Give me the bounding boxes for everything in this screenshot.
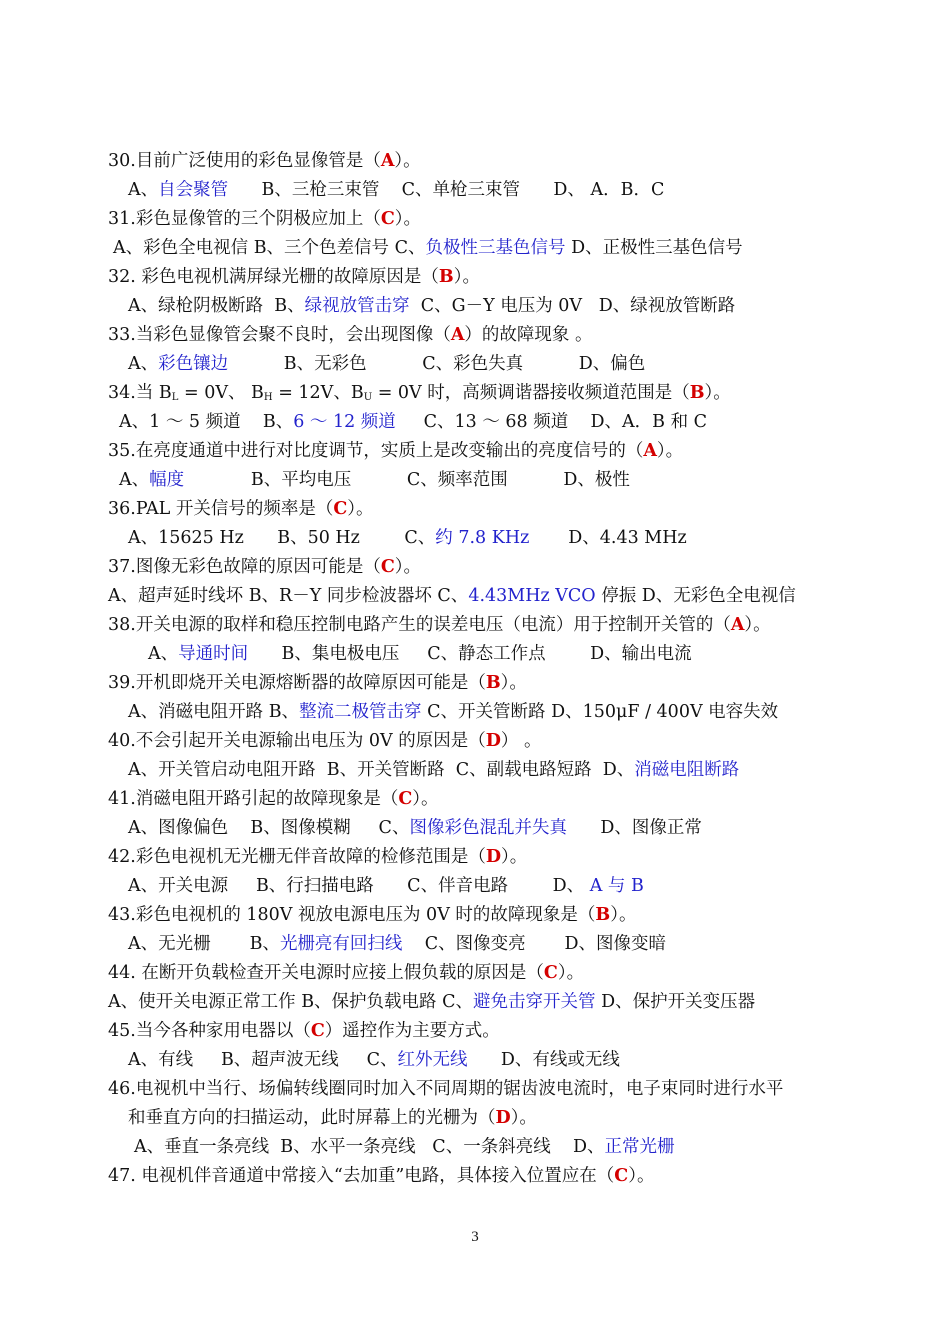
question-line xyxy=(108,1020,500,1042)
text-segment: 40.不会引起开关电源输出电压为 0V 的原因是（ xyxy=(108,731,486,751)
highlighted-option: 约 7.8 KHz xyxy=(435,528,530,548)
text-segment: 37.图像无彩色故障的原因可能是（ xyxy=(108,557,381,577)
option-line xyxy=(134,1136,674,1158)
text-segment: C、图像变亮 D、图像变暗 xyxy=(402,934,667,954)
option-line xyxy=(128,1107,537,1129)
question-line xyxy=(108,150,421,172)
question-line xyxy=(108,846,527,868)
text-segment: ）。 xyxy=(744,615,771,635)
highlighted-option: 6 ～ 12 频道 xyxy=(293,412,396,432)
text-segment: B、集电极电压 C、静态工作点 D、输出电流 xyxy=(248,644,692,664)
text-segment: 35.在亮度通道中进行对比度调节，实质上是改变输出的亮度信号的（ xyxy=(108,441,644,461)
subscript: L xyxy=(171,392,179,403)
text-segment: = 0V、 B xyxy=(178,383,264,403)
text-segment: ）。 xyxy=(628,1166,655,1186)
text-segment: 31.彩色显像管的三个阴极应加上（ xyxy=(108,209,381,229)
highlighted-option: 整流二极管击穿 xyxy=(299,702,422,722)
text-segment: ）。 xyxy=(557,963,585,983)
text-segment: ）。 xyxy=(610,905,637,925)
option-line xyxy=(128,875,644,897)
text-segment: A、 xyxy=(128,354,159,374)
text-segment: 34.当 B xyxy=(108,383,172,403)
option-line xyxy=(128,1049,620,1071)
text-segment: A、开关管启动电阻开路 B、开关管断路 C、副载电路短路 D、 xyxy=(128,760,635,780)
option-line xyxy=(128,933,666,955)
answer-letter: C xyxy=(614,1166,629,1186)
text-segment: A、 xyxy=(128,180,159,200)
text-segment: A、开关电源 B、行扫描电路 C、伴音电路 D、 xyxy=(128,876,590,896)
answer-letter: C xyxy=(333,499,348,519)
question-line xyxy=(108,440,683,462)
answer-letter: C xyxy=(380,209,395,229)
text-segment: A、1 ～ 5 频道 B、 xyxy=(119,412,294,432)
text-segment: 30.目前广泛使用的彩色显像管是（ xyxy=(108,151,381,171)
highlighted-option: 红外无线 xyxy=(397,1050,468,1070)
text-segment: A、使开关电源正常工作 B、保护负载电路 C、 xyxy=(108,992,474,1012)
question-line xyxy=(108,1165,654,1187)
text-segment: A、消磁电阻开路 B、 xyxy=(128,702,300,722)
answer-letter: B xyxy=(595,905,611,925)
text-segment: A、图像偏色 B、图像模糊 C、 xyxy=(128,818,410,838)
question-line xyxy=(108,266,480,288)
highlighted-option: 彩色镶边 xyxy=(158,354,229,374)
highlighted-option: A 与 B xyxy=(589,876,644,896)
text-segment: A、彩色全电视信 B、三个色差信号 C、 xyxy=(113,238,426,258)
option-line xyxy=(119,469,630,491)
answer-letter: A xyxy=(380,151,395,171)
answer-letter: C xyxy=(310,1021,325,1041)
text-segment: D、图像正常 xyxy=(566,818,702,838)
text-segment: 43.彩色电视机的 180V 视放电源电压为 0V 时的故障现象是（ xyxy=(108,905,596,925)
option-line xyxy=(148,643,692,665)
answer-letter: A xyxy=(450,325,465,345)
option-line xyxy=(128,701,778,723)
subscript: U xyxy=(363,392,373,403)
text-segment: 44. 在断开负载检查开关电源时应接上假负载的原因是（ xyxy=(108,963,544,983)
answer-letter: D xyxy=(495,1108,511,1128)
text-segment: = 12V、B xyxy=(272,383,364,403)
text-segment: ）。 xyxy=(453,267,480,287)
text-segment: ）。 xyxy=(394,557,422,577)
text-segment: ）。 xyxy=(501,847,528,867)
text-segment: ）。 xyxy=(500,673,527,693)
text-segment: A、15625 Hz B、50 Hz C、 xyxy=(128,528,436,548)
text-segment: ）。 xyxy=(412,789,439,809)
text-segment: A、 xyxy=(148,644,179,664)
subscript: H xyxy=(263,392,273,403)
option-line xyxy=(128,179,664,201)
text-segment: D、保护开关变压器 xyxy=(595,992,756,1012)
text-segment: 停振 D、无彩色全电视信 xyxy=(595,586,796,606)
highlighted-option: 避免击穿开关管 xyxy=(473,992,596,1012)
text-segment: = 0V 时，高频调谐器接收频道范围是（ xyxy=(372,383,690,403)
highlighted-option: 图像彩色混乱并失真 xyxy=(409,818,567,838)
text-segment: 46.电视机中当行、场偏转线圈同时加入不同周期的锯齿波电流时，电子束同时进行水平 xyxy=(108,1079,784,1099)
answer-letter: D xyxy=(485,731,501,751)
option-line xyxy=(128,527,687,549)
text-segment: B、平均电压 C、频率范围 D、极性 xyxy=(184,470,630,490)
option-line xyxy=(128,295,735,317)
highlighted-option: 光栅亮有回扫线 xyxy=(279,934,403,954)
text-segment: B、三枪三束管 C、单枪三束管 D、 A．B．C xyxy=(228,180,665,200)
text-segment: 47. 电视机伴音通道中常接入“去加重”电路，具体接入位置应在（ xyxy=(108,1166,615,1186)
text-segment: ）。 xyxy=(704,383,731,403)
highlighted-option: 正常光栅 xyxy=(604,1137,675,1157)
text-segment: A、 xyxy=(119,470,150,490)
highlighted-option: 自会聚管 xyxy=(158,180,229,200)
text-segment: D、有线或无线 xyxy=(467,1050,620,1070)
answer-letter: B xyxy=(689,383,705,403)
option-line xyxy=(128,817,702,839)
text-segment: 36.PAL 开关信号的频率是（ xyxy=(108,499,334,519)
text-segment: 33.当彩色显像管会聚不良时，会出现图像（ xyxy=(108,325,451,345)
text-segment: ） 。 xyxy=(500,731,542,751)
question-line xyxy=(108,1078,783,1100)
question-line xyxy=(108,730,542,752)
text-segment: 42.彩色电视机无光栅无伴音故障的检修范围是（ xyxy=(108,847,486,867)
highlighted-option: 导通时间 xyxy=(178,644,249,664)
question-line xyxy=(108,962,584,984)
text-segment: 32. 彩色电视机满屏绿光栅的故障原因是（ xyxy=(108,267,439,287)
question-line xyxy=(108,904,636,926)
text-segment: ）。 xyxy=(394,151,421,171)
text-segment: A、绿枪阴极断路 B、 xyxy=(128,296,305,316)
option-line xyxy=(119,411,707,433)
question-line xyxy=(108,672,527,694)
highlighted-option: 负极性三基色信号 xyxy=(425,238,566,258)
highlighted-option: 4.43MHz VCO xyxy=(468,586,596,606)
text-segment: A、有线 B、超声波无线 C、 xyxy=(128,1050,398,1070)
question-line xyxy=(108,788,439,810)
highlighted-option: 消磁电阻断路 xyxy=(634,760,740,780)
question-line xyxy=(108,556,421,578)
text-segment: 38.开关电源的取样和稳压控制电路产生的误差电压（电流）用于控制开关管的（ xyxy=(108,615,731,635)
question-line xyxy=(108,498,374,520)
option-line xyxy=(128,353,645,375)
answer-letter: C xyxy=(543,963,558,983)
text-segment: D、正极性三基色信号 xyxy=(565,238,743,258)
answer-letter: A xyxy=(730,615,745,635)
text-segment: ）。 xyxy=(510,1108,537,1128)
text-segment: A、无光栅 B、 xyxy=(128,934,280,954)
question-line xyxy=(108,208,421,230)
option-line xyxy=(108,991,755,1013)
text-segment: A、超声延时线坏 B、R－Y 同步检波器坏 C、 xyxy=(108,586,469,606)
answer-letter: A xyxy=(643,441,657,461)
answer-letter: D xyxy=(485,847,502,867)
answer-letter: C xyxy=(398,789,413,809)
question-line xyxy=(108,614,771,636)
question-line xyxy=(108,324,592,346)
text-segment: D、4.43 MHz xyxy=(529,528,687,548)
text-segment: 39.开机即烧开关电源熔断器的故障原因可能是（ xyxy=(108,673,486,693)
answer-letter: B xyxy=(438,267,454,287)
text-segment: ）。 xyxy=(656,441,684,461)
question-line xyxy=(108,382,731,404)
text-segment: 45.当今各种家用电器以（ xyxy=(108,1021,311,1041)
text-segment: ）的故障现象 。 xyxy=(464,325,593,345)
option-line xyxy=(108,585,796,607)
text-segment: C、开关管断路 D、150μF / 400V 电容失效 xyxy=(421,702,779,722)
text-segment: B、无彩色 C、彩色失真 D、偏色 xyxy=(228,354,646,374)
text-segment: C、13 ～ 68 频道 D、A．B 和 C xyxy=(395,412,708,432)
text-segment: ）遥控作为主要方式。 xyxy=(324,1021,500,1041)
page-number: 3 xyxy=(471,1229,479,1245)
text-segment: ）。 xyxy=(394,209,422,229)
answer-letter: B xyxy=(485,673,501,693)
text-segment: A、垂直一条亮线 B、水平一条亮线 C、一条斜亮线 D、 xyxy=(134,1137,605,1157)
option-line xyxy=(113,237,743,259)
highlighted-option: 绿视放管击穿 xyxy=(304,296,410,316)
text-segment: C、G－Y 电压为 0V D、绿视放管断路 xyxy=(409,296,736,316)
text-segment: 和垂直方向的扫描运动，此时屏幕上的光栅为（ xyxy=(128,1108,496,1128)
option-line xyxy=(128,759,739,781)
answer-letter: C xyxy=(380,557,395,577)
text-segment: 41.消磁电阻开路引起的故障现象是（ xyxy=(108,789,399,809)
text-segment: ）。 xyxy=(347,499,374,519)
highlighted-option: 幅度 xyxy=(149,470,185,490)
